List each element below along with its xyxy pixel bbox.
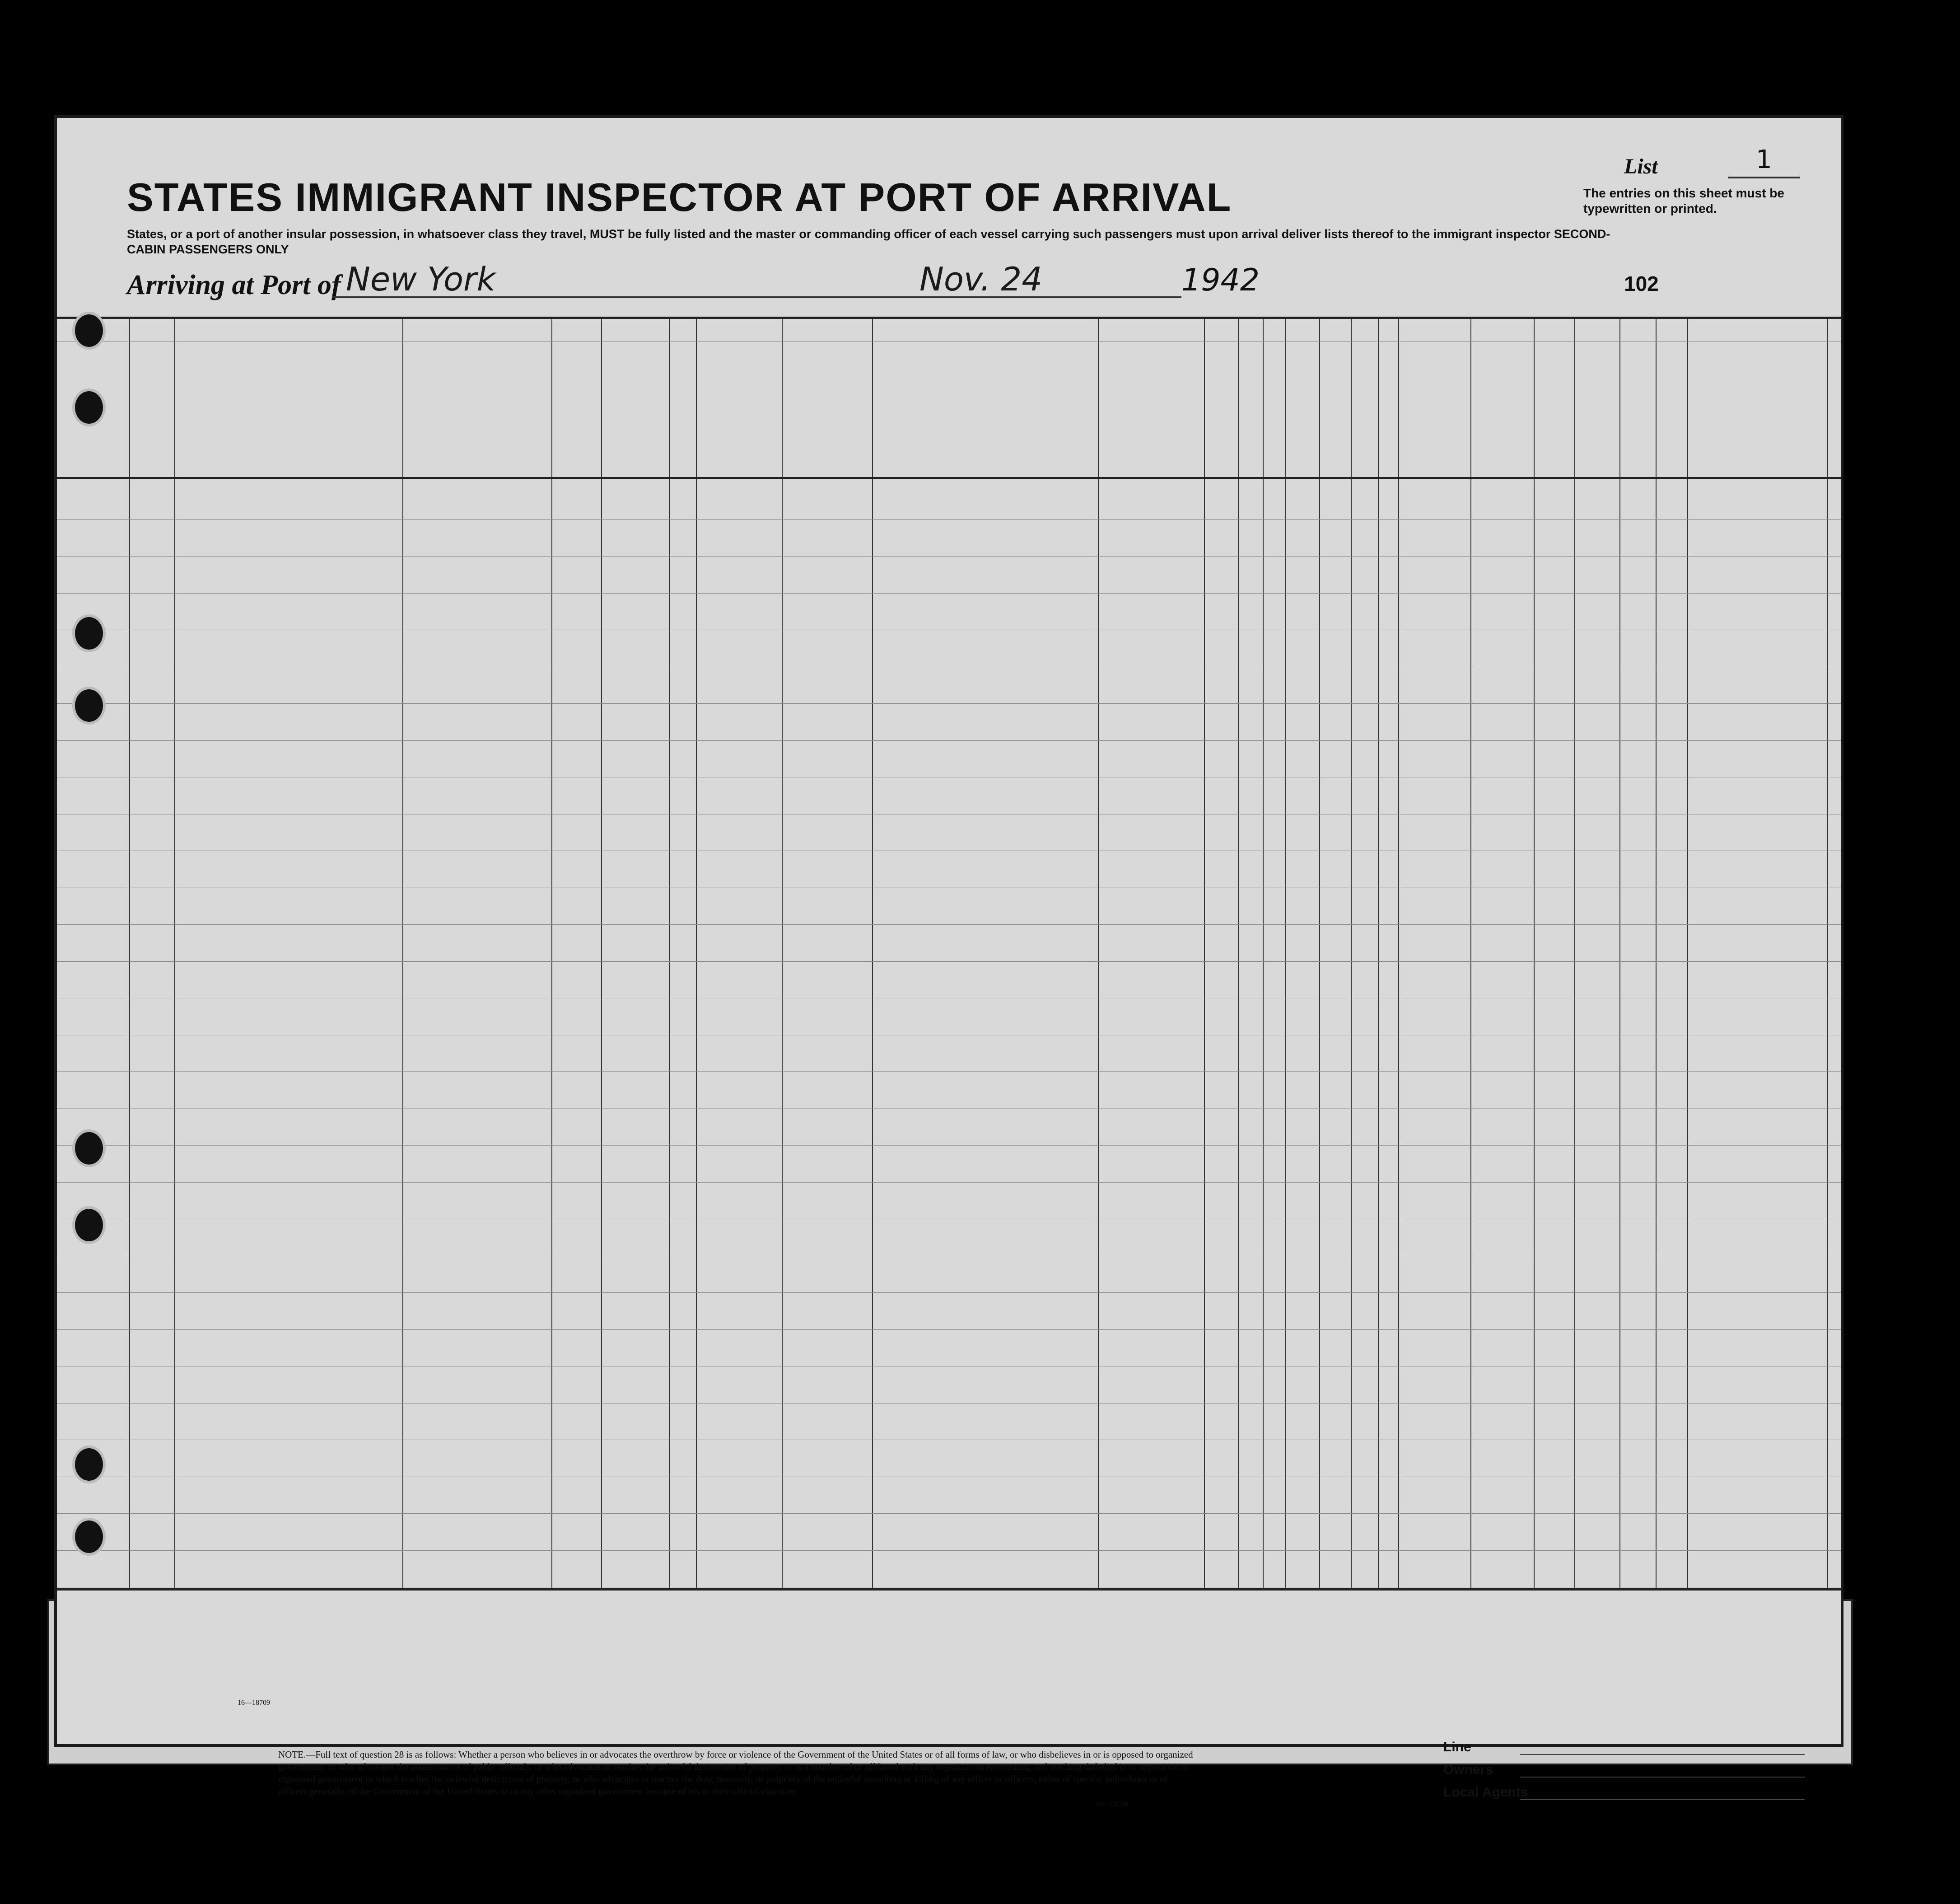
binder-hole xyxy=(72,388,106,426)
column-rule xyxy=(1285,319,1286,1588)
agents-signature-line xyxy=(1520,1798,1805,1800)
column-rule xyxy=(1238,319,1239,1588)
row-rule xyxy=(57,1182,1841,1183)
column-rule xyxy=(1656,319,1657,1588)
column-rule xyxy=(1827,319,1828,1588)
column-rule xyxy=(1378,319,1379,1588)
form-id: 16—18709 xyxy=(1096,1801,1128,1808)
binder-hole xyxy=(72,312,106,350)
page-number: 102 xyxy=(1624,272,1659,295)
column-rule xyxy=(1534,319,1535,1588)
row-rule xyxy=(57,924,1841,925)
row-rule xyxy=(57,1550,1841,1551)
column-rule xyxy=(402,319,403,1588)
column-rule xyxy=(174,319,175,1588)
column-rule xyxy=(551,319,552,1588)
binder-hole xyxy=(72,1518,106,1556)
passenger-table xyxy=(57,317,1841,1591)
row-rule xyxy=(57,1145,1841,1146)
entries-note: The entries on this sheet must be typewritten or printed. xyxy=(1583,186,1784,215)
row-rule xyxy=(57,1071,1841,1072)
local-agents-label: Local Agents xyxy=(1443,1785,1528,1800)
owners-label: Owners xyxy=(1443,1762,1493,1777)
column-rule xyxy=(1574,319,1575,1588)
column-rule xyxy=(872,319,873,1588)
port-field: New York xyxy=(332,260,906,298)
row-rule xyxy=(57,519,1841,520)
row-rule xyxy=(57,703,1841,704)
row-rule xyxy=(57,556,1841,557)
row-rule xyxy=(57,593,1841,594)
column-rule xyxy=(1351,319,1352,1588)
date-field: Nov. 24 xyxy=(906,260,1181,298)
column-rule xyxy=(129,319,130,1588)
manifest-sheet xyxy=(54,115,1843,1808)
column-rule xyxy=(696,319,697,1588)
column-rule xyxy=(782,319,783,1588)
column-rule xyxy=(1263,319,1264,1588)
column-rule xyxy=(1098,319,1099,1588)
row-rule xyxy=(57,961,1841,962)
arriving-label: Arriving at Port of xyxy=(127,270,341,300)
year-field: 1942 xyxy=(1181,262,1260,298)
line-label: Line xyxy=(1443,1740,1471,1754)
row-rule xyxy=(57,1329,1841,1330)
row-rule xyxy=(57,740,1841,741)
column-rule xyxy=(1619,319,1620,1588)
list-label: List xyxy=(1624,154,1658,178)
binder-hole xyxy=(72,1446,106,1483)
page-subtitle: States, or a port of another insular possession, in whatsoever class they travel, MUST be fully listed and the master or commanding officer of each vessel carrying such passengers must upon arrival deliver lists thereof to the immigrant inspector SECOND-CABIN PASSENGERS ONLY xyxy=(127,227,1610,256)
line-signature-line xyxy=(1520,1753,1805,1755)
binder-hole xyxy=(72,1129,106,1167)
column-rule xyxy=(1319,319,1320,1588)
binder-hole xyxy=(72,687,106,725)
column-rule xyxy=(1398,319,1399,1588)
row-rule xyxy=(57,1513,1841,1514)
form-id-small: 16—18709 xyxy=(238,1699,270,1707)
column-rule xyxy=(669,319,670,1588)
column-rule xyxy=(1470,319,1471,1588)
owners-signature-line xyxy=(1520,1776,1805,1778)
row-rule xyxy=(57,1292,1841,1293)
column-rule xyxy=(1204,319,1205,1588)
header-divider xyxy=(57,477,1841,479)
page-title: STATES IMMIGRANT INSPECTOR AT PORT OF ARRIVAL xyxy=(127,175,1232,220)
binder-hole xyxy=(72,1206,106,1244)
footnote-question-28: NOTE.—Full text of question 28 is as follows: Whether a person who believes in or advocates the overthrow by force or violence of the Government of the United States or of all forms of law, or who disbelieves in or is opposed to organized government, or who advocates the assassination of public officials, or who advocates or teaches the unlawful destruction of property, or is a member of or affiliated with any organization entertaining and teaching disbelief in or opposition to organized government or which teaches the unlawful destruction of property, or who advocates or teaches the duty, necessity, or propriety of the unlawful assaulting or killing of any officer or officers, either of specific individuals or of officers generally, of the Government of the United States or of any other organized government because of his or their official character. xyxy=(278,1749,1193,1796)
list-number: 1 xyxy=(1728,145,1800,178)
column-rule xyxy=(1687,319,1688,1588)
column-rule xyxy=(601,319,602,1588)
binder-hole xyxy=(72,614,106,652)
